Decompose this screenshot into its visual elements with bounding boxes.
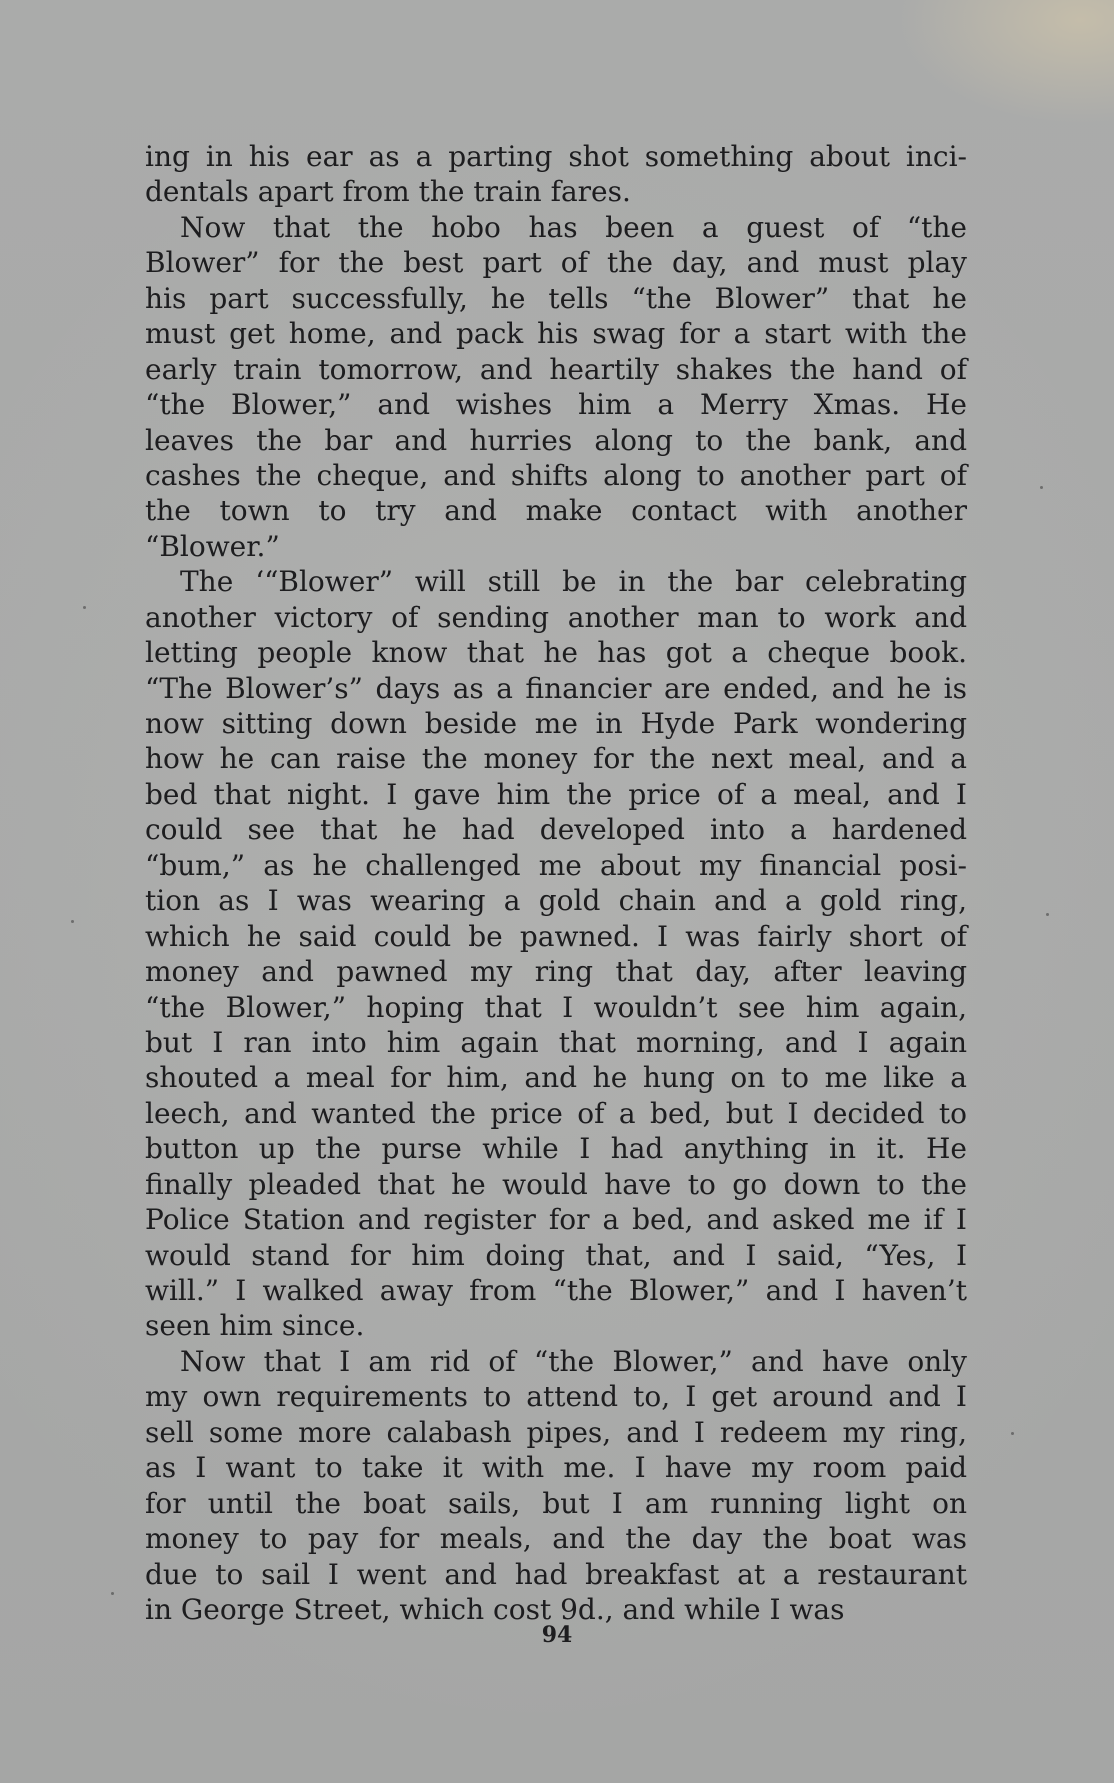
paragraph <box>145 564 967 1344</box>
paper-speck <box>1046 913 1049 916</box>
text-line: finally pleaded that he would have to go down to the <box>145 1167 967 1201</box>
text-line: which he said could be pawned. I was fairly short of <box>145 919 967 953</box>
text-line: Blower” for the best part of the day, and must play <box>145 246 967 280</box>
text-line: ing in his ear as a parting shot something about inci- <box>145 140 967 173</box>
text-line: my own requirements to attend to, I get around and I <box>145 1380 967 1414</box>
paper-speck <box>111 1592 114 1595</box>
text-line: “bum,” as he challenged me about my financial posi- <box>145 848 967 882</box>
text-line: for until the boat sails, but I am running light on <box>145 1486 967 1520</box>
text-line: early train tomorrow, and heartily shakes the hand of <box>145 352 967 386</box>
text-line: bed that night. I gave him the price of a meal, and I <box>145 777 967 811</box>
text-line: would stand for him doing that, and I said, “Yes, I <box>145 1238 967 1272</box>
text-line: “the Blower,” and wishes him a Merry Xmas. He <box>145 388 967 422</box>
text-line: could see that he had developed into a hardened <box>145 813 967 847</box>
text-line: as I want to take it with me. I have my room paid <box>145 1451 967 1485</box>
text-line: leech, and wanted the price of a bed, but I decided to <box>145 1096 967 1130</box>
text-line: button up the purse while I had anything in it. He <box>145 1132 967 1166</box>
paper-speck <box>1011 1432 1014 1435</box>
paper-speck <box>83 606 86 609</box>
text-line: sell some more calabash pipes, and I redeem my ring, <box>145 1415 967 1449</box>
paper-speck <box>1040 486 1043 489</box>
paragraph <box>145 1344 967 1628</box>
text-line: another victory of sending another man to work and <box>145 600 967 634</box>
text-line: his part successfully, he tells “the Blower” that he <box>145 281 967 315</box>
text-line: cashes the cheque, and shifts along to another part of <box>145 458 967 492</box>
text-line: money to pay for meals, and the day the boat was <box>145 1522 967 1556</box>
text-line: money and pawned my ring that day, after leaving <box>145 955 967 989</box>
page-number: 94 <box>541 1622 573 1648</box>
text-line: must get home, and pack his swag for a start with the <box>145 317 967 351</box>
text-line: leaves the bar and hurries along to the bank, and <box>145 423 967 457</box>
text-line: The ‘“Blower” will still be in the bar celebrating <box>180 565 967 599</box>
text-line: the town to try and make contact with another <box>145 494 967 528</box>
body-text <box>145 139 967 1627</box>
text-line: Now that I am rid of “the Blower,” and have only <box>180 1344 967 1378</box>
text-line: Police Station and register for a bed, and asked me if I <box>145 1203 967 1237</box>
text-line: “Blower.” <box>145 529 280 563</box>
text-line: tion as I was wearing a gold chain and a gold ring, <box>145 884 967 918</box>
text-line: “The Blower’s” days as a financier are ended, and he is <box>145 671 967 705</box>
text-line: “the Blower,” hoping that I wouldn’t see him again, <box>145 990 967 1024</box>
paragraph <box>145 139 967 210</box>
paper-speck <box>71 920 74 923</box>
text-line: now sitting down beside me in Hyde Park wondering <box>145 707 967 740</box>
text-line: but I ran into him again that morning, and I again <box>145 1025 967 1059</box>
text-line: dentals apart from the train fares. <box>145 175 631 209</box>
text-line: will.” I walked away from “the Blower,” and I haven’t <box>145 1274 967 1307</box>
text-line: due to sail I went and had breakfast at a restaurant <box>145 1557 967 1591</box>
text-line: how he can raise the money for the next meal, and a <box>145 742 967 776</box>
text-line: letting people know that he has got a cheque book. <box>145 636 967 670</box>
paragraph <box>145 210 967 564</box>
text-line: shouted a meal for him, and he hung on to me like a <box>145 1061 967 1095</box>
text-line: seen him since. <box>145 1309 365 1343</box>
text-line: in George Street, which cost 9d., and while I was <box>145 1592 845 1626</box>
text-line: Now that the hobo has been a guest of “the <box>180 210 967 244</box>
